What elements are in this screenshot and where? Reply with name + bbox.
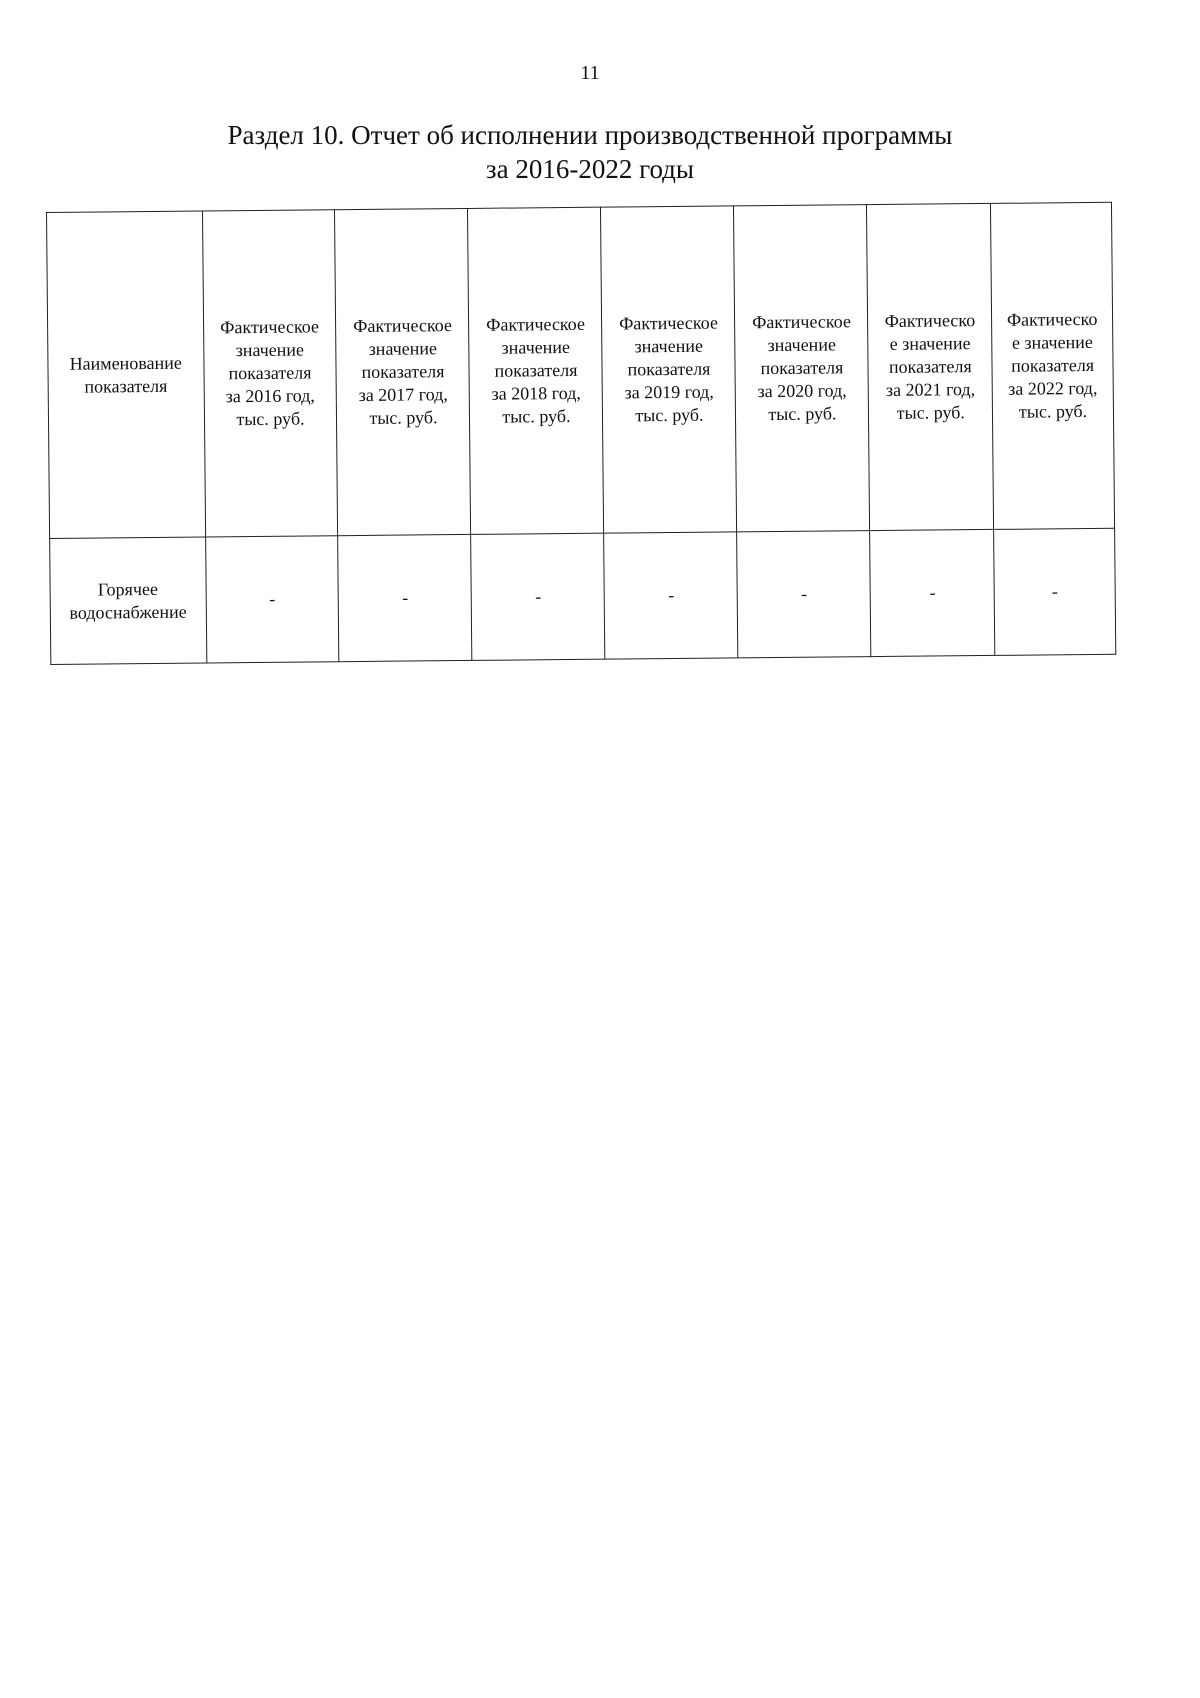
row-indicator-name: Горячее водоснабжение [50,537,207,664]
header-value-2020: Фактическое значение показателя за 2020 год, тыс. руб. [734,205,870,532]
cell-value-2021: - [870,529,995,656]
header-value-2021: Фактическо е значение показателя за 2021 год, тыс. руб. [867,203,994,530]
cell-value-2018: - [471,533,605,660]
cell-value-2022: - [994,528,1116,655]
production-program-report-table [46,202,1116,665]
section-title [0,118,1180,186]
cell-value-2020: - [737,531,871,658]
header-value-2019: Фактическое значение показателя за 2019 год, тыс. руб. [601,206,737,533]
section-title-line-2: за 2016-2022 годы [485,154,695,184]
header-value-2018: Фактическое значение показателя за 2018 год, тыс. руб. [468,207,604,534]
cell-value-2016: - [205,536,339,663]
table-row [50,528,1116,664]
table-header-row [47,202,1115,538]
cell-value-2017: - [338,534,472,661]
page-number: 11 [580,62,600,84]
section-title-line-1: Раздел 10. Отчет об исполнении производственной программы [227,120,953,150]
header-value-2016: Фактическое значение показателя за 2016 год, тыс. руб. [202,210,338,537]
cell-value-2019: - [604,532,738,659]
header-value-2022: Фактическо е значение показателя за 2022 год, тыс. руб. [991,202,1115,529]
header-value-2017: Фактическое значение показателя за 2017 год, тыс. руб. [335,208,471,535]
header-indicator-name: Наименование показателя [47,211,206,538]
